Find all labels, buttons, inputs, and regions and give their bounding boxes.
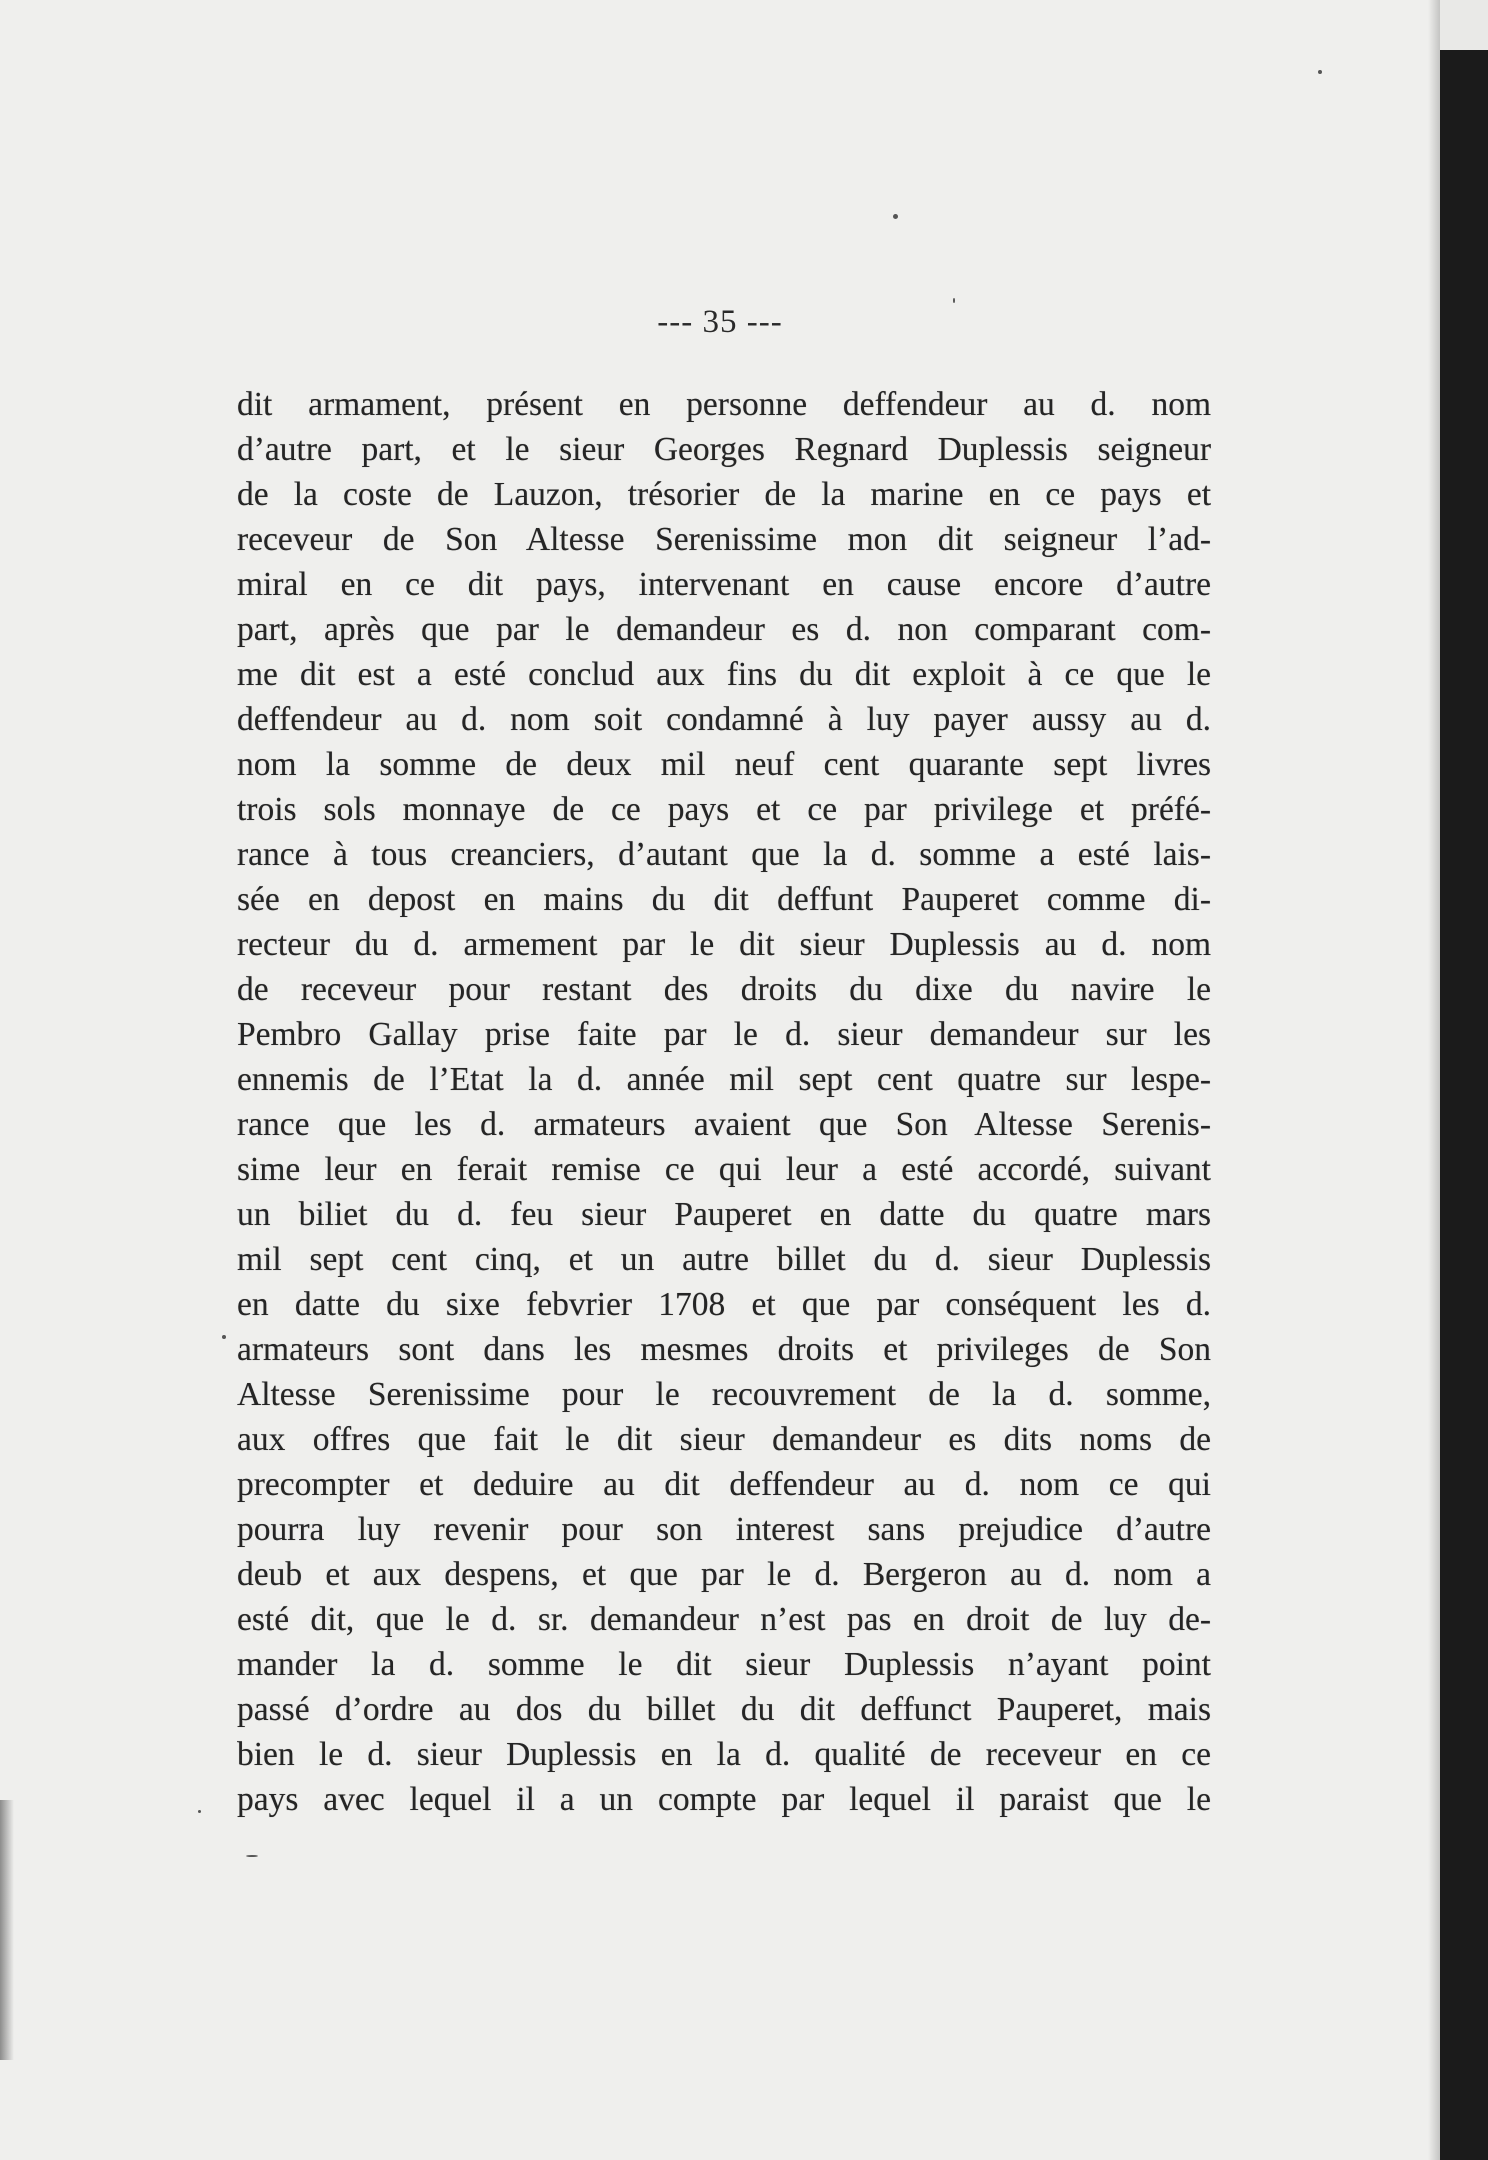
- scan-dark-border: [1440, 50, 1488, 2160]
- text-line: un biliet du d. feu sieur Pauperet en datte du quatre mars: [237, 1196, 1211, 1233]
- text-line: nom la somme de deux mil neuf cent quarante sept livres: [237, 746, 1211, 783]
- text-line: Altesse Serenissime pour le recouvrement de la d. somme,: [237, 1376, 1211, 1413]
- text-line: esté dit, que le d. sr. demandeur n’est pas en droit de luy de-: [237, 1601, 1211, 1638]
- text-line: pourra luy revenir pour son interest sans prejudice d’autre: [237, 1511, 1211, 1548]
- text-line: trois sols monnaye de ce pays et ce par privilege et préfé-: [237, 791, 1211, 828]
- text-line: armateurs sont dans les mesmes droits et privileges de Son: [237, 1331, 1211, 1368]
- text-line: dit armament, présent en personne deffendeur au d. nom: [237, 386, 1211, 423]
- page-number: --- 35 ---: [657, 304, 783, 340]
- dust-speck: [893, 214, 898, 219]
- text-line: bien le d. sieur Duplessis en la d. qualité de receveur en ce: [237, 1736, 1211, 1773]
- text-line: passé d’ordre au dos du billet du dit deffunct Pauperet, mais: [237, 1691, 1211, 1728]
- dust-speck: [246, 1855, 258, 1857]
- dust-speck: [1318, 70, 1322, 74]
- text-line: en datte du sixe febvrier 1708 et que par conséquent les d.: [237, 1286, 1211, 1323]
- text-line: sée en depost en mains du dit deffunt Pauperet comme di-: [237, 881, 1211, 918]
- text-line: d’autre part, et le sieur Georges Regnard Duplessis seigneur: [237, 431, 1211, 468]
- text-line: deffendeur au d. nom soit condamné à luy payer aussy au d.: [237, 701, 1211, 738]
- body-text: [237, 382, 1211, 1822]
- text-line: recteur du d. armement par le dit sieur Duplessis au d. nom: [237, 926, 1211, 963]
- text-line: part, après que par le demandeur es d. non comparant com-: [237, 611, 1211, 648]
- text-line: me dit est a esté conclud aux fins du dit exploit à ce que le: [237, 656, 1211, 693]
- page-edge-shadow: [1428, 0, 1440, 2160]
- text-line: pays avec lequel il a un compte par lequel il paraist que le: [237, 1781, 1211, 1818]
- dust-speck: [222, 1335, 226, 1339]
- text-line: deub et aux despens, et que par le d. Bergeron au d. nom a: [237, 1556, 1211, 1593]
- text-line: miral en ce dit pays, intervenant en cause encore d’autre: [237, 566, 1211, 603]
- text-line: de la coste de Lauzon, trésorier de la marine en ce pays et: [237, 476, 1211, 513]
- text-line: de receveur pour restant des droits du dixe du navire le: [237, 971, 1211, 1008]
- text-line: aux offres que fait le dit sieur demandeur es dits noms de: [237, 1421, 1211, 1458]
- dust-speck: [198, 1810, 201, 1813]
- text-line: mil sept cent cinq, et un autre billet du d. sieur Duplessis: [237, 1241, 1211, 1278]
- text-line: receveur de Son Altesse Serenissime mon dit seigneur l’ad-: [237, 521, 1211, 558]
- scan-edge-stain: [0, 1800, 14, 2060]
- text-line: ennemis de l’Etat la d. année mil sept cent quatre sur lespe-: [237, 1061, 1211, 1098]
- text-line: rance à tous creanciers, d’autant que la d. somme a esté lais-: [237, 836, 1211, 873]
- text-line: sime leur en ferait remise ce qui leur a esté accordé, suivant: [237, 1151, 1211, 1188]
- text-line: mander la d. somme le dit sieur Duplessis n’ayant point: [237, 1646, 1211, 1683]
- dust-speck: [953, 298, 955, 303]
- text-line: precompter et deduire au dit deffendeur au d. nom ce qui: [237, 1466, 1211, 1503]
- text-line: rance que les d. armateurs avaient que Son Altesse Serenis-: [237, 1106, 1211, 1143]
- text-line: Pembro Gallay prise faite par le d. sieur demandeur sur les: [237, 1016, 1211, 1053]
